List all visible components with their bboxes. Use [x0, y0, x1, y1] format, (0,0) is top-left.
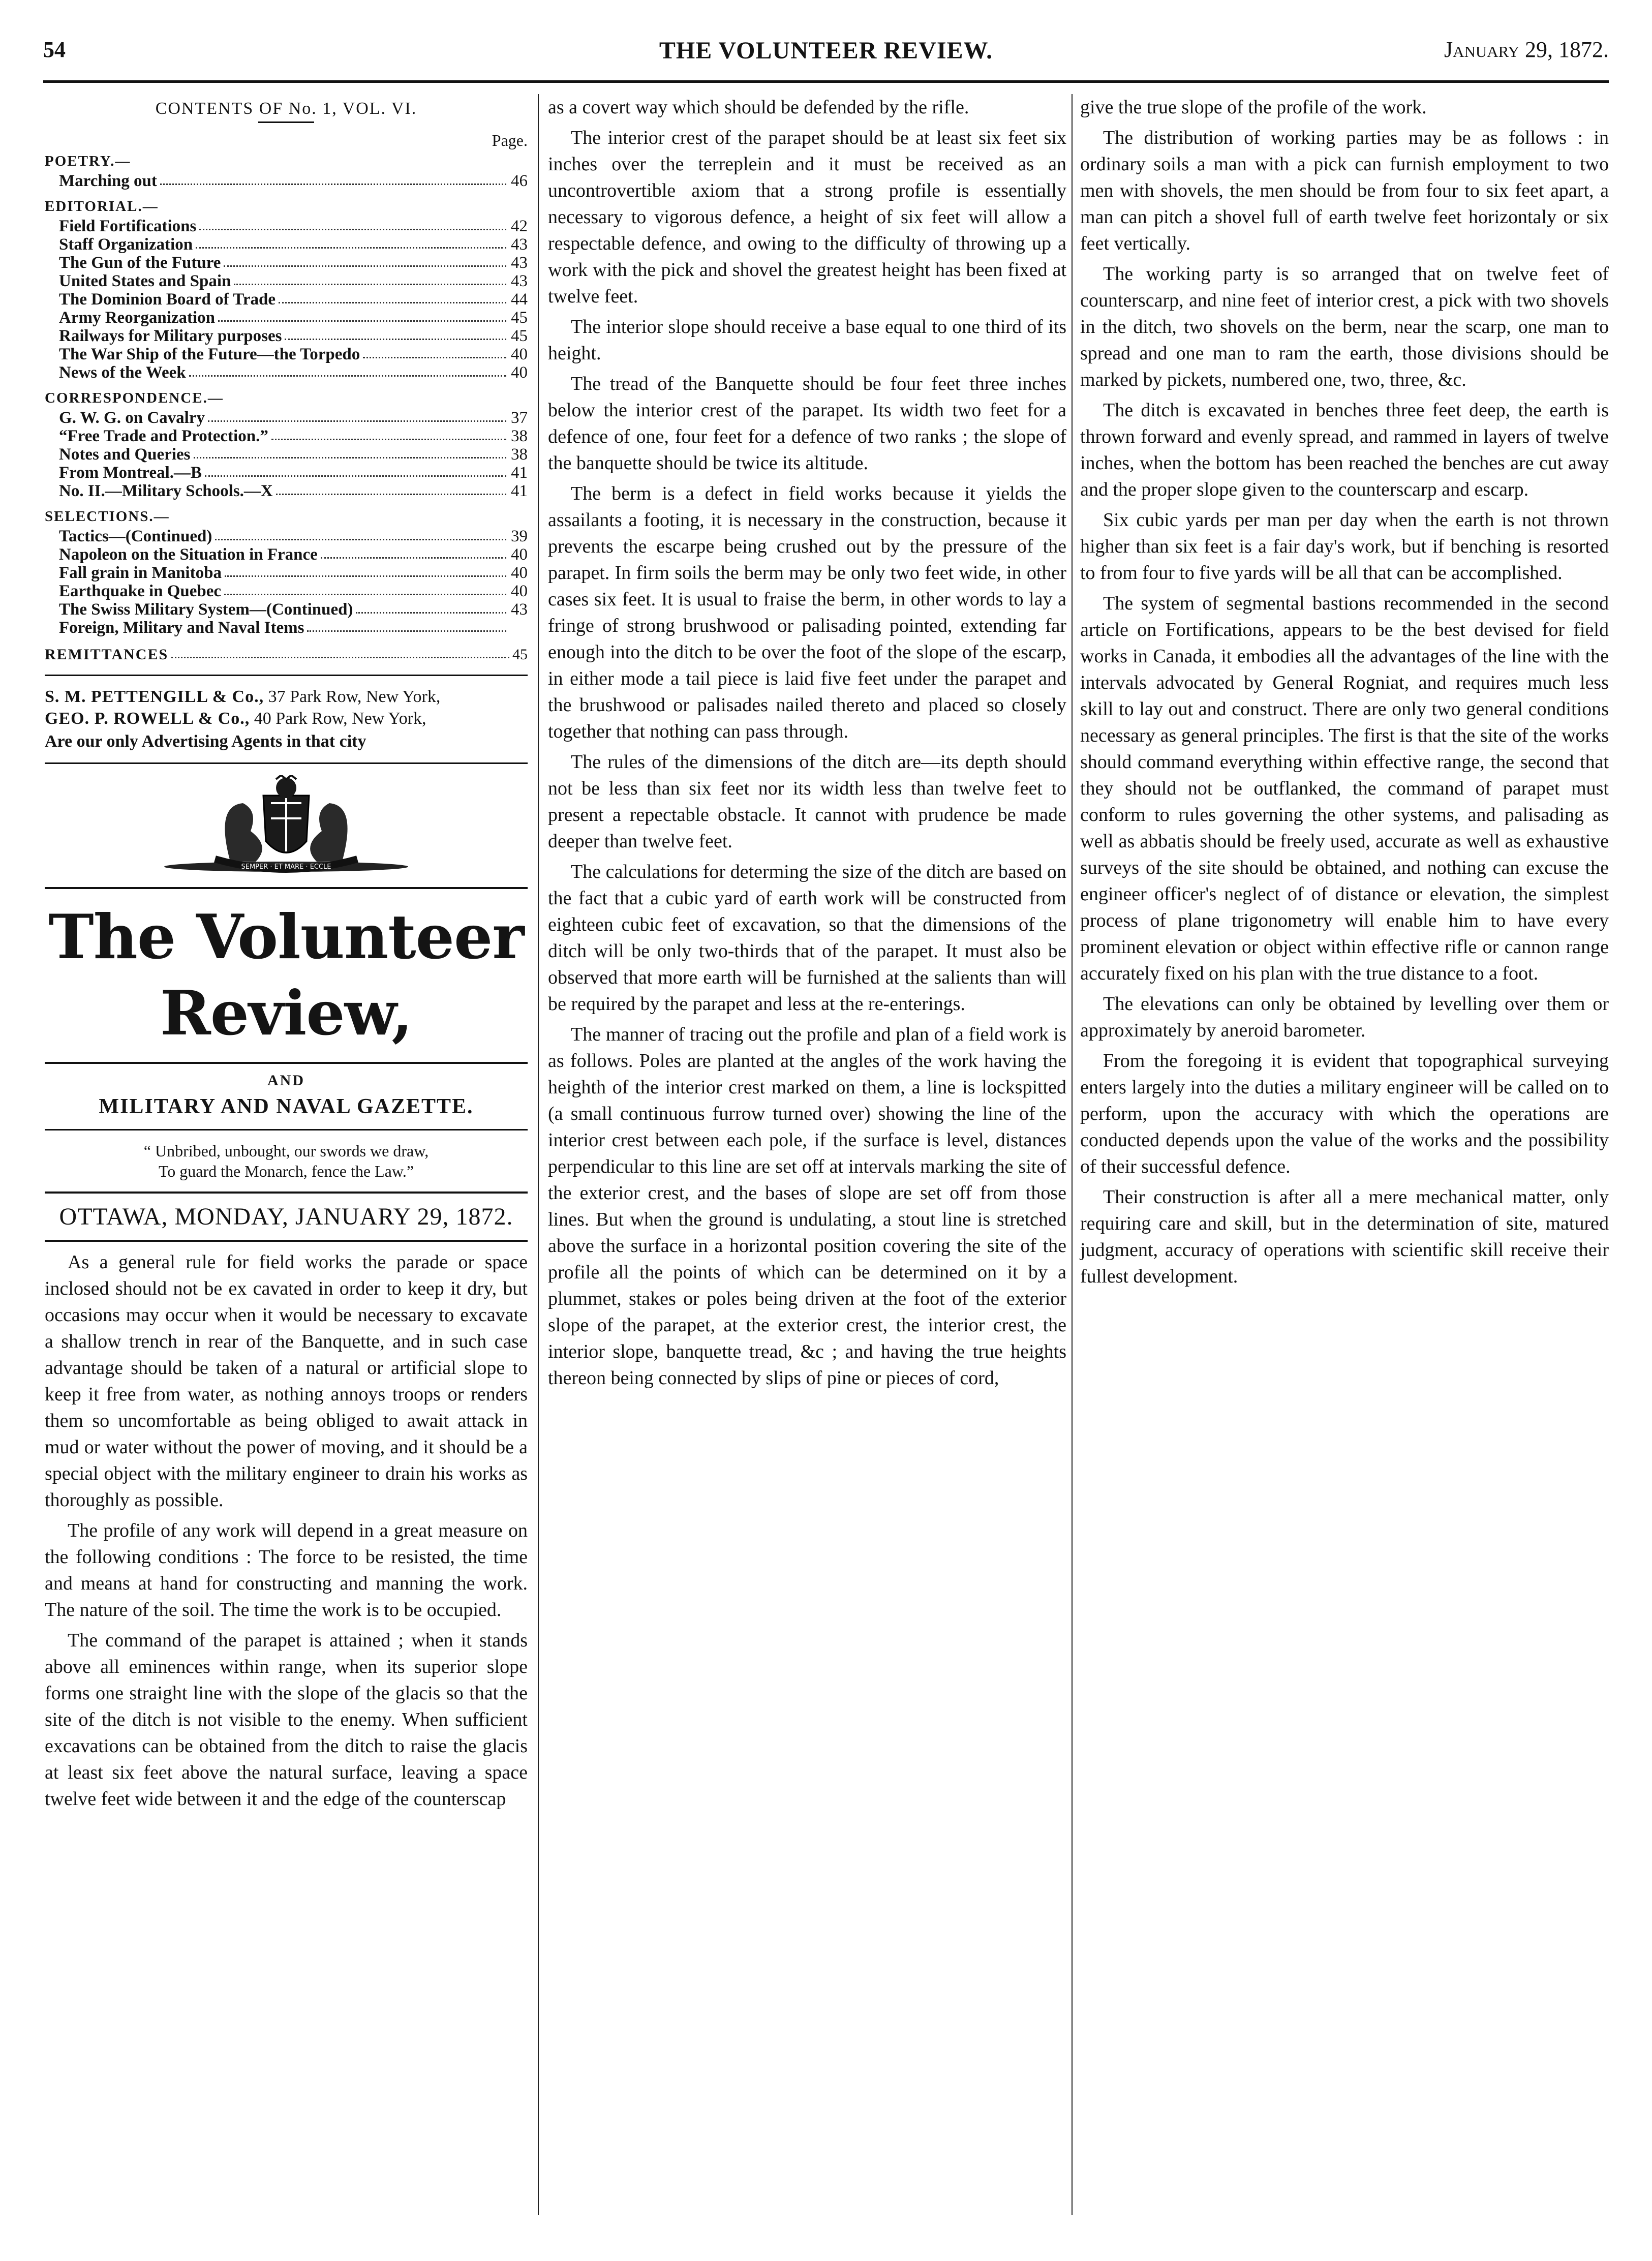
divider — [45, 1129, 528, 1130]
article-paragraph: The working party is so arranged that on twelve feet of counterscarp, and nine feet of interior crest, a pick with two shovels in the ditch, two shovels on the berm, near the scarp, one man to spread and one man to ram the earth, those divisions should be marked by pickets, numbered one, two, three, &c. — [1080, 263, 1609, 390]
toc-item-page: 43 — [511, 600, 528, 619]
dot-leader — [321, 545, 506, 559]
toc-item[interactable] — [45, 272, 528, 290]
column-divider — [538, 94, 539, 2215]
toc-item[interactable] — [45, 445, 528, 464]
toc-item-title: United States and Spain — [59, 272, 231, 290]
agent-address: 40 Park Row, New York, — [254, 709, 426, 728]
page-number: 54 — [43, 37, 66, 62]
article-paragraph: As a general rule for field works the parade or space inclosed should not be ex cavated in order to keep it dry, but occasions may occur when it would be necessary to excavate a shallow trench in rear of the Banquette, and in such case advantage should be taken of a natural or artificial slope to keep it free from water, as nothing annoys troops or renders them so uncomfortable as being obliged to await attack in mud or water without the power of moving, and it should be a special object with the military engineer to drain his works as thoroughly as possible. — [45, 1251, 528, 1511]
toc-item-page: 43 — [511, 235, 528, 254]
article-paragraph: The command of the parapet is attained ; when it stands above all eminences within range, when its superior slope forms one straight line with the slope of the glacis so that the site of the ditch is not visible to the enemy. When sufficient excavations can be obtained from the ditch to raise the glacis at least six feet above the natural surface, leaving a space twelve feet wide between it and the edge of the counterscap — [45, 1630, 528, 1810]
running-header — [43, 37, 1609, 77]
article-paragraph: The system of segmental bastions recommended in the second article on Fortifications, appears to be the best devised for field works in Canada, it embodies all the advantages of the line with the intervals advocated by General Rogniat, and requires much less skill to lay out and construct. There are only two general conditions necessary as general principles. The first is that the site of the works should command everything within effective range, the second that they should not be outflanked, the command of parapet must conform to rules governing the other systems, and palisading as well as abbatis should be freely used, accurate as well as exhaustive surveys of the site should be obtained, and nothing can excuse the engineer officer's neglect of of distance or elevation, the simplest process of plane trigonometry will enable him to have every prominent elevation or object within effective rifle or cannon range accurately fixed on his plan with the true distance to a foot. — [1080, 593, 1609, 984]
toc-item-page: 40 — [511, 582, 528, 600]
toc-item-page: 40 — [511, 564, 528, 582]
toc-item[interactable] — [45, 363, 528, 382]
toc-item-page: 37 — [511, 409, 528, 427]
toc-item[interactable] — [45, 235, 528, 254]
dot-leader — [189, 363, 506, 377]
article-paragraph: The profile of any work will depend in a great measure on the following conditions : The force to be resisted, the time and means at hand for constructing and manning the work. The nature of the soil. The time the work is to be occupied. — [45, 1520, 528, 1621]
toc-item-page — [509, 619, 528, 637]
article-paragraph: The ditch is excavated in benches three feet deep, the earth is thrown forward and evenly spread, and rammed in layers of twelve inches, when the bottom has been reached the benches are cut away and the proper slope given to the counterscarp and escarp. — [1080, 400, 1609, 500]
masthead-subtitle: MILITARY AND NAVAL GAZETTE. — [99, 1095, 474, 1118]
toc-item-page: 40 — [511, 345, 528, 363]
toc-item-title: Foreign, Military and Naval Items — [59, 619, 304, 637]
dot-leader — [208, 409, 506, 422]
royal-crest-icon — [154, 775, 418, 877]
toc-remittances[interactable] — [45, 646, 528, 663]
dot-leader — [271, 427, 506, 440]
motto-line: To guard the Monarch, fence the Law.” — [158, 1162, 414, 1180]
motto-line: “ Unbribed, unbought, our swords we draw, — [143, 1142, 429, 1160]
toc-item[interactable] — [45, 345, 528, 363]
toc-item[interactable] — [45, 254, 528, 272]
toc-item-page: 39 — [511, 527, 528, 545]
right-column — [1080, 94, 1609, 1294]
toc-item-page: 44 — [511, 290, 528, 309]
toc-item[interactable] — [45, 582, 528, 600]
motto — [45, 1141, 528, 1181]
toc-remittances-page: 45 — [512, 646, 528, 663]
page-label: Page. — [492, 131, 528, 149]
toc-item-title: Field Fortifications — [59, 217, 197, 235]
toc-item-title: Earthquake in Quebec — [59, 582, 222, 600]
toc-section-heading: SELECTIONS.— — [45, 508, 170, 525]
toc-item[interactable] — [45, 619, 528, 637]
toc-section-heading: CORRESPONDENCE.— — [45, 390, 224, 406]
article-paragraph: give the true slope of the profile of the work. — [1080, 97, 1427, 118]
dot-leader — [224, 254, 506, 267]
toc-item-title: Railways for Military purposes — [59, 327, 282, 345]
article-column — [548, 94, 1066, 1391]
toc-item[interactable] — [45, 409, 528, 427]
divider — [45, 675, 528, 676]
toc-item-title: News of the Week — [59, 363, 186, 382]
toc-item-page: 43 — [511, 272, 528, 290]
agents-note: Are our only Advertising Agents in that city — [45, 732, 366, 751]
toc-item[interactable] — [45, 545, 528, 564]
toc-section-heading: POETRY.— — [45, 153, 131, 169]
toc-item-title: The War Ship of the Future—the Torpedo — [59, 345, 360, 363]
toc-item[interactable] — [45, 564, 528, 582]
article-paragraph: The rules of the dimensions of the ditch are—its depth should not be less than six feet nor its width less than twelve feet to present a repectable obstacle. It cannot with prudence be made deeper than twelve feet. — [548, 751, 1066, 852]
dot-leader — [160, 172, 506, 185]
agent-address: 37 Park Row, New York, — [268, 687, 441, 706]
header-date: January 29, 1872. — [1444, 37, 1609, 62]
toc-item-page: 41 — [511, 464, 528, 482]
toc-item-page: 45 — [511, 327, 528, 345]
advertising-agent — [45, 687, 528, 706]
toc-remittances-title: REMITTANCES — [45, 646, 169, 663]
article-paragraph: The berm is a defect in field works because it yields the assailants a footing, it is necessary in the construction, because it prevents the escarpe being crushed out by the pressure of the parapet. In firm soils the berm may be only two feet wide, in other cases six feet. It is usual to fraise the berm, in other words to lay a fringe of strong brushwood or palisading pointed, extending far enough into the ditch to be over the foot of the slope of the escarp, in either mode a tail piece is laid five feet under the parapet and the brushwood or palisades nailed thereto and placed so closely together that nothing can pass through. — [548, 483, 1066, 742]
dot-leader — [363, 345, 506, 358]
agent-name: S. M. PETTENGILL & Co., — [45, 687, 264, 706]
dot-leader — [285, 327, 506, 340]
masthead-and: AND — [267, 1072, 305, 1089]
toc-item-title: Notes and Queries — [59, 445, 191, 464]
toc-section-heading: EDITORIAL.— — [45, 198, 159, 215]
dot-leader — [215, 527, 506, 540]
toc-item-page: 41 — [511, 482, 528, 500]
dot-leader — [225, 564, 506, 577]
toc-item[interactable] — [45, 427, 528, 445]
masthead-title: The Volunteer Review, — [45, 887, 528, 1064]
dot-leader — [224, 582, 506, 595]
article-paragraph: Six cubic yards per man per day when the earth is not thrown higher than six feet is a fair day's work, but if benching is resorted to from four to five yards will be all that can be accomplished. — [1080, 509, 1609, 584]
article-paragraph: The distribution of working parties may be as follows : in ordinary soils a man with a pick can furnish employment to two men with shovels, the men should be from four to six feet apart, a man can pitch a shovel full of earth twelve feet horizontaly or six feet vertically. — [1080, 127, 1609, 254]
dot-leader — [171, 646, 509, 658]
article-paragraph: as a covert way which should be defended by the rifle. — [548, 97, 969, 118]
toc-item-title: Staff Organization — [59, 235, 193, 254]
article-paragraph: The interior slope should receive a base equal to one third of its height. — [548, 316, 1066, 364]
running-title: THE VOLUNTEER REVIEW. — [659, 37, 993, 64]
toc-item-page: 46 — [511, 172, 528, 190]
header-rule — [43, 80, 1609, 83]
article-paragraph: From the foregoing it is evident that topographical surveying enters largely into the duties a military engineer will be called on to perform, upon the accuracy with which the operations are conducted depends upon the value of the works and the possibility of their successful defence. — [1080, 1050, 1609, 1177]
middle-column — [548, 94, 1066, 1395]
dot-leader — [205, 464, 506, 477]
contents-heading: CONTENTS OF No. 1, VOL. VI. — [155, 99, 417, 118]
toc-item-page: 38 — [511, 427, 528, 445]
table-of-contents — [45, 153, 528, 637]
article-paragraph: The manner of tracing out the profile and plan of a field work is as follows. Poles are planted at the angles of the work having the heighth of the interior crest marked on them, a line is lockspitted (a small continuous furrow turned over) showing the line of the interior crest between each pole, if the surface is level, distances perpendicular to this line are set off at intervals marking the site of the exterior crest, and the bases of slope are set off from those lines. But when the ground is undulating, a stout line is stretched above the surface in a horizontal position covering the site of the profile all the points of which can be determined on it by a plummet, stakes or poles being driven at the foot of the exterior slope of the parapet, at the exterior crest, the interior crest, the interior slope, banquette tread, &c ; and having the true heights thereon being connected by slips of pine or pieces of cord, — [548, 1024, 1066, 1389]
toc-item-page: 43 — [511, 254, 528, 272]
toc-item-title: G. W. G. on Cavalry — [59, 409, 205, 427]
agent-name: GEO. P. ROWELL & Co., — [45, 709, 250, 728]
dot-leader — [356, 600, 506, 614]
toc-item-page: 40 — [511, 363, 528, 382]
toc-item-title: From Montreal.—B — [59, 464, 202, 482]
dot-leader — [218, 309, 506, 322]
toc-item-title: Marching out — [59, 172, 157, 190]
toc-item-title: “Free Trade and Protection.” — [59, 427, 268, 445]
toc-item-page: 40 — [511, 545, 528, 564]
divider — [258, 121, 314, 123]
article-paragraph: The interior crest of the parapet should be at least six feet six inches over the terreplein and it must be received as an uncontrovertible axiom that a strong profile is essentially necessary to vigorous defence, a height of six feet will allow a respectable defence, and owing to the difficulty of throwing up a work with the pick and shovel the greatest height has been fixed at twelve feet. — [548, 127, 1066, 307]
article-paragraph: The elevations can only be obtained by levelling over them or approximately by aneroid barometer. — [1080, 993, 1609, 1041]
toc-item[interactable] — [45, 217, 528, 235]
toc-item-page: 42 — [511, 217, 528, 235]
article-paragraph: The tread of the Banquette should be four feet three inches below the interior crest of the parapet. Its width two feet for a defence of one, four feet for a defence of two ranks ; the slope of the banquette should be twice its altitude. — [548, 373, 1066, 474]
toc-item-title: Napoleon on the Situation in France — [59, 545, 318, 564]
article-column — [1080, 94, 1609, 1290]
dot-leader — [307, 619, 506, 632]
dot-leader — [234, 272, 506, 285]
dot-leader — [276, 482, 506, 495]
crest-banner: SEMPER · ET MARE · ECCLE — [241, 863, 331, 871]
toc-item[interactable] — [45, 327, 528, 345]
column-divider — [1072, 94, 1073, 2215]
dot-leader — [199, 217, 506, 230]
toc-item-title: The Gun of the Future — [59, 254, 221, 272]
toc-item-title: Army Reorganization — [59, 309, 216, 327]
toc-item[interactable] — [45, 527, 528, 545]
dot-leader — [196, 235, 506, 249]
divider — [45, 762, 528, 764]
toc-item-title: Tactics—(Continued) — [59, 527, 212, 545]
toc-item[interactable] — [45, 309, 528, 327]
toc-item[interactable] — [45, 464, 528, 482]
toc-item-page: 45 — [511, 309, 528, 327]
toc-item-title: Fall grain in Manitoba — [59, 564, 222, 582]
article-paragraph: Their construction is after all a mere mechanical matter, only requiring care and skill, but in the determination of site, matured judgment, accuracy of operations with scientific skill receive their fullest development. — [1080, 1186, 1609, 1287]
toc-item[interactable] — [45, 482, 528, 500]
toc-item-title: The Swiss Military System—(Continued) — [59, 600, 353, 619]
article-column — [45, 1249, 528, 1812]
dateline: OTTAWA, MONDAY, JANUARY 29, 1872. — [45, 1191, 528, 1242]
article-paragraph: The calculations for determing the size of the ditch are based on the fact that a cubic yard of earth work will be constructed from eighteen cubic feet of excavation, so that the dimensions of the ditch will be only two-thirds that of the parapet. It must also be observed that more earth will be furnished at the salients than will be required by the parapet and less at the re-enterings. — [548, 861, 1066, 1015]
dot-leader — [194, 445, 507, 459]
toc-item-page: 38 — [511, 445, 528, 464]
left-column — [45, 94, 528, 1816]
toc-item-title: No. II.—Military Schools.—X — [59, 482, 273, 500]
advertising-agent — [45, 709, 528, 728]
toc-item-title: The Dominion Board of Trade — [59, 290, 276, 309]
dot-leader — [279, 290, 506, 303]
toc-item[interactable] — [45, 290, 528, 309]
toc-item[interactable] — [45, 600, 528, 619]
toc-item[interactable] — [45, 172, 528, 190]
